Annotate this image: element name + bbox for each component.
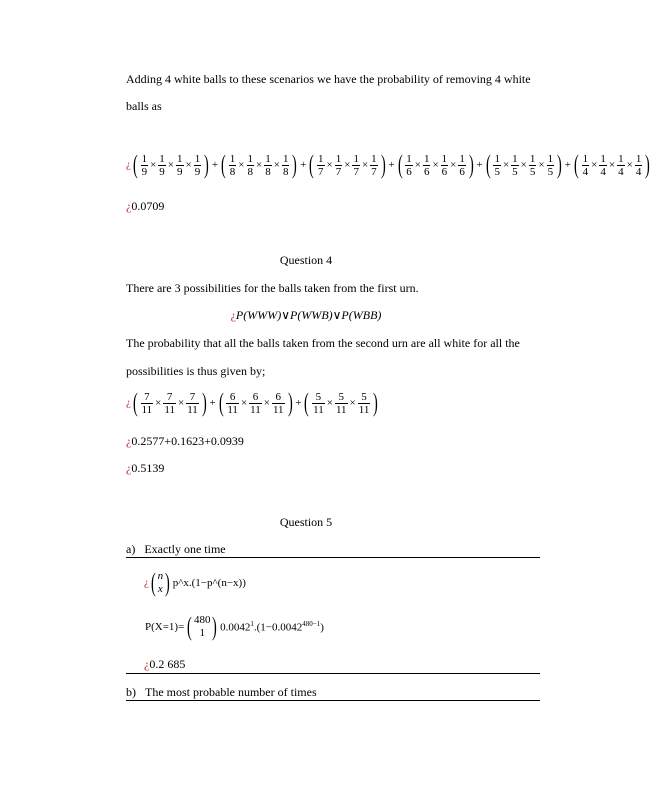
binomial-coefficient: n x	[157, 570, 164, 595]
denominator: 11	[164, 403, 175, 416]
denominator: 8	[265, 165, 271, 178]
numerator: 1	[512, 152, 518, 165]
times-sign: ×	[344, 159, 351, 171]
close-paren: )	[645, 150, 651, 179]
open-paren: (	[485, 150, 491, 179]
numerator: 1	[318, 152, 324, 165]
q4-result	[126, 461, 164, 476]
times-sign: ×	[238, 159, 245, 171]
fraction	[335, 153, 343, 178]
close-paren: )	[287, 388, 293, 417]
denominator: 11	[187, 403, 198, 416]
times-sign: ×	[167, 159, 174, 171]
fraction	[458, 153, 466, 178]
denominator: 11	[335, 403, 347, 416]
denominator: 7	[353, 165, 359, 178]
red-mark: ¿	[230, 308, 236, 322]
part-label: a)	[126, 542, 136, 556]
numerator: 6	[252, 390, 259, 403]
numerator: 1	[335, 152, 342, 165]
numerator: 1	[229, 152, 236, 165]
times-sign: ×	[240, 397, 248, 409]
fraction	[617, 153, 625, 178]
times-sign: ×	[256, 159, 263, 171]
fraction	[264, 153, 272, 178]
times-sign: ×	[450, 159, 457, 171]
intro-line-1: Adding 4 white balls to these scenarios we have the probability of removing 4 white	[126, 72, 531, 86]
part-text: The most probable number of times	[145, 685, 317, 699]
fraction	[163, 391, 176, 416]
denominator: 8	[282, 165, 289, 178]
numerator: 1	[282, 152, 289, 165]
denominator: 11	[227, 403, 238, 416]
question-4-heading: Question 4	[279, 253, 333, 267]
numerator: 7	[144, 390, 150, 403]
times-sign: ×	[263, 397, 270, 409]
numerator: 7	[166, 390, 173, 403]
result-value: 0.5139	[131, 461, 165, 475]
equation-second-urn	[126, 390, 380, 416]
numerator: 1	[265, 152, 271, 165]
close-paren: )	[204, 150, 209, 179]
times-sign: ×	[349, 397, 356, 409]
times-sign: ×	[361, 159, 369, 171]
plus-sign: +	[209, 397, 216, 409]
formula-text: P(WWW)∨P(WWB)∨P(WBB)	[235, 308, 382, 322]
denominator: 8	[229, 165, 236, 178]
numerator: 1	[459, 152, 465, 165]
denominator: 4	[618, 165, 624, 178]
q5-part-a	[126, 542, 226, 557]
q4-text-2: The probability that all the balls taken from the second urn are all white for all the	[126, 336, 520, 350]
plus-sign: +	[388, 159, 395, 171]
sum-text: 0.2577+0.1623+0.0939	[131, 434, 244, 448]
fraction	[158, 153, 166, 178]
numerator: 1	[635, 152, 642, 165]
denominator: 7	[371, 165, 377, 178]
fraction	[405, 153, 413, 178]
fraction	[141, 153, 149, 178]
fraction	[423, 153, 431, 178]
open-paren: (	[132, 388, 138, 417]
times-sign: ×	[502, 159, 510, 171]
divider	[126, 700, 540, 701]
numerator: 1	[159, 152, 165, 165]
denominator: 6	[441, 165, 448, 178]
red-mark: ¿	[126, 158, 131, 171]
fraction	[352, 153, 360, 178]
fraction	[176, 153, 184, 178]
plus-sign: +	[300, 159, 307, 171]
times-sign: ×	[432, 159, 439, 171]
fraction	[317, 153, 325, 178]
plus-sign: +	[211, 159, 219, 171]
fraction	[229, 153, 237, 178]
denominator: 11	[272, 403, 284, 416]
numerator: 1	[423, 152, 430, 165]
times-sign: ×	[414, 159, 421, 171]
denominator: 4	[600, 165, 606, 178]
fraction	[247, 153, 255, 178]
numerator: 6	[275, 390, 282, 403]
denominator: 11	[313, 403, 324, 416]
numerator: 1	[441, 152, 448, 165]
numerator: 5	[338, 390, 344, 403]
plus-sign: +	[476, 159, 483, 171]
times-sign: ×	[177, 397, 185, 409]
numerator: 1	[406, 152, 412, 165]
q4-text-1: There are 3 possibilities for the balls taken from the first urn.	[126, 281, 419, 295]
numerator: 1	[177, 152, 183, 165]
numerator: 1	[494, 152, 500, 165]
probability-x-equals-1: P(X=1)= ( 480 1 ) $0.0042^1.(1-0.0042^{480-1})$	[145, 612, 324, 641]
fraction	[529, 153, 537, 178]
close-paren: )	[201, 388, 207, 417]
close-paren: )	[292, 150, 298, 179]
times-sign: ×	[326, 397, 333, 409]
numerator: 6	[229, 390, 236, 403]
plus-sign: +	[564, 159, 571, 171]
denominator: 5	[494, 165, 500, 178]
close-paren: )	[380, 150, 386, 179]
denominator: 4	[635, 165, 642, 178]
red-mark: ¿	[126, 461, 132, 475]
close-paren: )	[557, 150, 562, 179]
numerator: 1	[529, 152, 536, 165]
fraction	[441, 153, 449, 178]
q4-sum-line	[126, 434, 244, 449]
fraction	[582, 153, 590, 178]
numerator: 1	[618, 152, 624, 165]
close-paren: )	[373, 388, 379, 417]
close-paren: )	[468, 150, 474, 179]
numerator: 1	[547, 152, 554, 165]
fraction	[282, 153, 290, 178]
fraction	[141, 391, 154, 416]
open-paren: (	[309, 150, 315, 179]
open-paren: (	[132, 150, 138, 179]
open-paren: (	[397, 150, 403, 179]
binomial-formula: ¿( n x ) p^x.(1−p^(n−x))	[144, 568, 246, 597]
times-sign: ×	[326, 159, 333, 171]
denominator: 9	[159, 165, 165, 178]
denominator: 6	[423, 165, 430, 178]
denominator: 11	[141, 403, 153, 416]
times-sign: ×	[155, 397, 162, 409]
numerator: 1	[247, 152, 253, 165]
denominator: 6	[406, 165, 412, 178]
fraction	[635, 153, 643, 178]
question-5-heading: Question 5	[279, 515, 333, 529]
part-text: Exactly one time	[144, 542, 226, 556]
denominator: 11	[358, 403, 370, 416]
divider	[126, 557, 540, 558]
fraction	[358, 391, 371, 416]
fraction	[370, 153, 378, 178]
denominator: 7	[318, 165, 324, 178]
result-value: 0.0709	[131, 199, 165, 213]
denominator: 5	[547, 165, 554, 178]
numerator: 1	[371, 152, 377, 165]
fraction	[186, 391, 199, 416]
red-mark: ¿	[144, 576, 149, 589]
open-paren: (	[218, 388, 224, 417]
numerator: 1	[141, 152, 148, 165]
times-sign: ×	[608, 159, 616, 171]
divider	[126, 673, 540, 674]
numerator: 5	[361, 390, 367, 403]
times-sign: ×	[150, 159, 157, 171]
denominator: 7	[335, 165, 342, 178]
denominator: 6	[459, 165, 465, 178]
formula-tail: p^x.(1−p^(n−x))	[172, 577, 246, 589]
numerator: 1	[582, 152, 589, 165]
equation-1-result	[126, 199, 164, 214]
denominator: 9	[194, 165, 201, 178]
fraction	[493, 153, 501, 178]
open-paren: (	[304, 388, 310, 417]
q5-part-b	[126, 685, 317, 700]
denominator: 9	[141, 165, 148, 178]
part-label: b)	[126, 685, 136, 699]
red-mark: ¿	[144, 657, 150, 671]
fraction	[249, 391, 262, 416]
numerator: 1	[600, 152, 606, 165]
denominator: 11	[250, 403, 261, 416]
times-sign: ×	[538, 159, 545, 171]
times-sign: ×	[591, 159, 598, 171]
times-sign: ×	[273, 159, 280, 171]
fraction	[226, 391, 239, 416]
red-mark: ¿	[126, 396, 131, 409]
q5-a-result	[144, 657, 185, 672]
fraction	[511, 153, 519, 178]
open-paren: (	[573, 150, 579, 179]
fraction	[599, 153, 607, 178]
fraction	[272, 391, 285, 416]
intro-line-2: balls as	[126, 99, 162, 113]
fraction	[335, 391, 348, 416]
result-value: 0.2 685	[149, 657, 186, 671]
open-paren: (	[221, 150, 226, 179]
plus-sign: +	[295, 397, 302, 409]
times-sign: ×	[520, 159, 527, 171]
numerator: 5	[315, 390, 322, 403]
fraction	[547, 153, 555, 178]
denominator: 8	[247, 165, 253, 178]
times-sign: ×	[185, 159, 192, 171]
denominator: 4	[582, 165, 589, 178]
fraction	[194, 153, 202, 178]
q4-possibilities-formula	[0, 308, 612, 323]
numerator: 1	[353, 152, 359, 165]
denominator: 5	[529, 165, 536, 178]
numerator: 7	[189, 390, 196, 403]
fraction	[312, 391, 325, 416]
numerator: 1	[194, 152, 201, 165]
red-mark: ¿	[126, 199, 132, 213]
red-mark: ¿	[126, 434, 132, 448]
q4-text-3: possibilities is thus given by;	[126, 364, 266, 378]
denominator: 5	[512, 165, 518, 178]
times-sign: ×	[626, 159, 633, 171]
equation-sum-of-products	[126, 150, 651, 179]
denominator: 9	[177, 165, 183, 178]
